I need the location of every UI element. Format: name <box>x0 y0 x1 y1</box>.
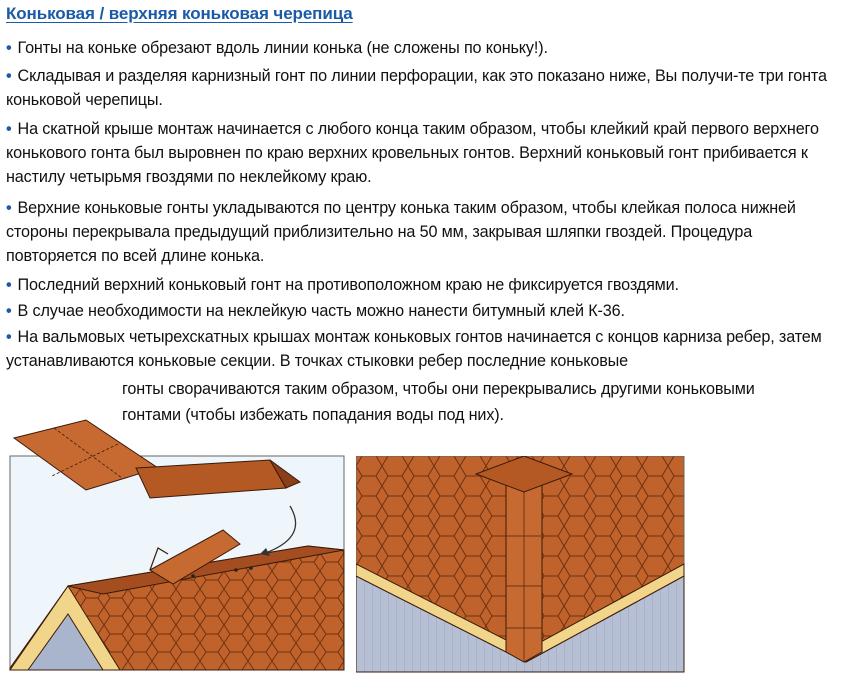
bullet-marker: • <box>6 328 12 346</box>
nail <box>249 566 253 570</box>
paragraph-text: На вальмовых четырехскатных крышах монтаж коньковых гонтов начинается с концов карниза ребер, затем устанавливаются коньковые секции. В точках стыковки ребер последние коньковые <box>6 328 822 370</box>
bullet-marker: • <box>6 276 12 294</box>
bullet-paragraph <box>6 117 844 189</box>
bullet-paragraph <box>6 273 844 297</box>
paragraph-text: Верхние коньковые гонты укладываются по центру конька таким образом, чтобы клейкая полоса нижней стороны перекрывала предыдущий приблизительно на 50 мм, закрывая шляпки гвоздей. Процедура повторяется по всей длине конька. <box>6 199 796 265</box>
bullet-marker: • <box>6 39 12 57</box>
bullet-paragraph <box>6 36 844 60</box>
paragraph-text: Гонты на коньке обрезают вдоль линии конька (не сложены по коньку!). <box>17 39 548 57</box>
bullet-marker: • <box>6 199 12 217</box>
paragraph-text: Складывая и разделяя карнизный гонт по линии перфорации, как это показано ниже, Вы получи-те три гонта коньковой черепицы. <box>6 67 827 109</box>
paragraph-text: гонтами (чтобы избежать попадания воды под них). <box>122 406 504 424</box>
ridge-shingle-install-illustration <box>8 418 348 674</box>
hip-ridge-overlap-illustration <box>356 456 686 674</box>
bullet-paragraph <box>6 299 844 323</box>
paragraph-text: На скатной крыше монтаж начинается с любого конца таким образом, чтобы клейкий край первого верхнего конькового гонта был выровнен по краю верхних кровельных гонтов. Верхний коньковый гонт прибивается к настилу четырьмя гвоздями по неклейкому краю. <box>6 120 819 186</box>
nail <box>234 568 238 572</box>
nail <box>191 574 195 578</box>
page-title: Коньковая / верхняя коньковая черепица <box>6 4 353 23</box>
bullet-marker: • <box>6 120 12 138</box>
paragraph-text: Последний верхний коньковый гонт на противоположном краю не фиксируется гвоздями. <box>17 276 679 294</box>
bullet-marker: • <box>6 67 12 85</box>
paragraph-continuation <box>6 377 844 401</box>
bullet-paragraph <box>6 325 844 373</box>
bullet-paragraph <box>6 64 844 112</box>
paragraph-text: В случае необходимости на неклейкую часть можно нанести битумный клей К-36. <box>17 302 625 320</box>
paragraph-text: гонты сворачиваются таким образом, чтобы они перекрывались другими коньковыми <box>122 380 755 398</box>
bullet-marker: • <box>6 302 12 320</box>
bullet-paragraph <box>6 196 844 268</box>
